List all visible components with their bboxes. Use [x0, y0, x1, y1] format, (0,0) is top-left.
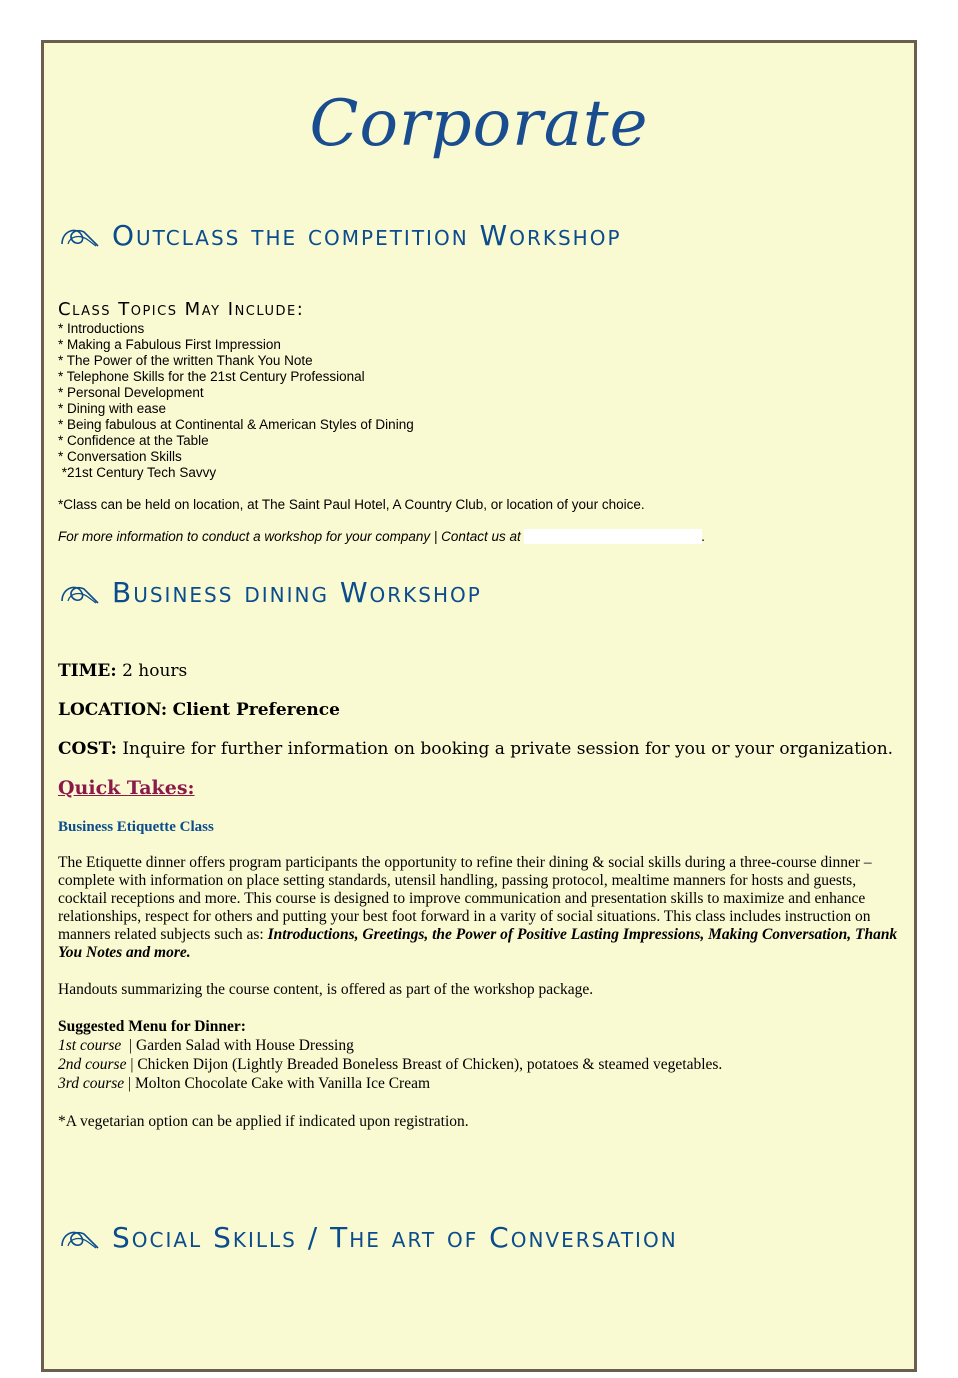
- list-item: * Dining with ease: [58, 401, 167, 416]
- page-title: Corporate: [309, 87, 649, 161]
- cost-label: COST:: [58, 739, 117, 759]
- list-item: * Confidence at the Table: [58, 433, 209, 448]
- time-line: [58, 661, 187, 681]
- list-item: * Telephone Skills for the 21st Century Professional: [58, 369, 365, 384]
- contact-end: .: [701, 529, 706, 544]
- flourish-icon: [58, 579, 102, 607]
- section-heading-text: Social Skills / The art of Conversation: [112, 1221, 678, 1254]
- menu-course: 1st course: [58, 1037, 122, 1054]
- section-heading-text: Outclass the competition Workshop: [112, 219, 622, 252]
- location-note: *Class can be held on location, at The Saint Paul Hotel, A Country Club, or location of your choice.: [58, 497, 645, 512]
- cost-line: [58, 739, 893, 759]
- menu-block: [58, 1018, 908, 1093]
- time-label: TIME:: [58, 661, 117, 681]
- menu-sep: |: [124, 1075, 136, 1092]
- section-heading-dining: [58, 576, 482, 609]
- class-description: [58, 854, 908, 962]
- description-text: The Etiquette dinner offers program participants the opportunity to refine their dining & social skills during a three-course dinner – complete with information on place setting standards, utensil handling, passing protocol, mealtime manners for hosts and guests, cocktail receptions and more. This course is designed to improve communication and presentation skills to maximize and enhance relationships, respect for others and putting your best foot forward in a varity of social situations. This class includes instruction on manners related subjects such as:: [58, 854, 872, 943]
- cost-value: Inquire for further information on booking a private session for you or your organization.: [122, 739, 894, 759]
- menu-sep: |: [121, 1037, 137, 1054]
- list-item: * Introductions: [58, 321, 145, 336]
- menu-course: 2nd course: [58, 1056, 127, 1073]
- description-emphasis: Introductions, Greetings, the Power of Positive Lasting Impressions, Making Conversation, Thank You Notes and more.: [58, 926, 898, 961]
- content-panel: [41, 40, 917, 1372]
- menu-course: 3rd course: [58, 1075, 125, 1092]
- time-value: 2 hours: [122, 661, 188, 681]
- menu-item: [58, 1055, 908, 1074]
- list-item: * The Power of the written Thank You Note: [58, 353, 313, 368]
- topics-heading: Class Topics May Include:: [58, 299, 305, 320]
- flourish-icon: [58, 222, 102, 250]
- menu-heading: Suggested Menu for Dinner:: [58, 1018, 246, 1035]
- contact-text: For more information to conduct a workshop for your company | Contact us at: [58, 529, 521, 544]
- location-value: Client Preference: [172, 700, 340, 720]
- location-label: LOCATION:: [58, 700, 168, 720]
- section-heading-outclass: [58, 219, 622, 252]
- menu-item: [58, 1036, 908, 1055]
- menu-item: [58, 1074, 908, 1093]
- list-item: *21st Century Tech Savvy: [58, 465, 217, 480]
- menu-dish: Molton Chocolate Cake with Vanilla Ice Cream: [135, 1075, 431, 1092]
- menu-sep: |: [126, 1056, 138, 1073]
- section-heading-text: Business dining Workshop: [112, 576, 482, 609]
- location-line: [58, 700, 340, 720]
- contact-line: [58, 529, 705, 544]
- topics-list: [58, 321, 414, 481]
- menu-dish: Garden Salad with House Dressing: [136, 1037, 354, 1054]
- list-item: * Conversation Skills: [58, 449, 182, 464]
- section-heading-social: [58, 1221, 678, 1254]
- list-item: * Being fabulous at Continental & American Styles of Dining: [58, 417, 414, 432]
- email-link[interactable]: [524, 529, 702, 544]
- flourish-icon: [58, 1224, 102, 1252]
- handouts-note: Handouts summarizing the course content, is offered as part of the workshop package.: [58, 981, 594, 998]
- list-item: * Making a Fabulous First Impression: [58, 337, 281, 352]
- menu-dish: Chicken Dijon (Lightly Breaded Boneless Breast of Chicken), potatoes & steamed vegetables.: [137, 1056, 723, 1073]
- list-item: * Personal Development: [58, 385, 204, 400]
- quick-takes-link[interactable]: Quick Takes:: [58, 777, 195, 799]
- vegetarian-note: *A vegetarian option can be applied if indicated upon registration.: [58, 1113, 469, 1130]
- class-title: Business Etiquette Class: [58, 819, 214, 835]
